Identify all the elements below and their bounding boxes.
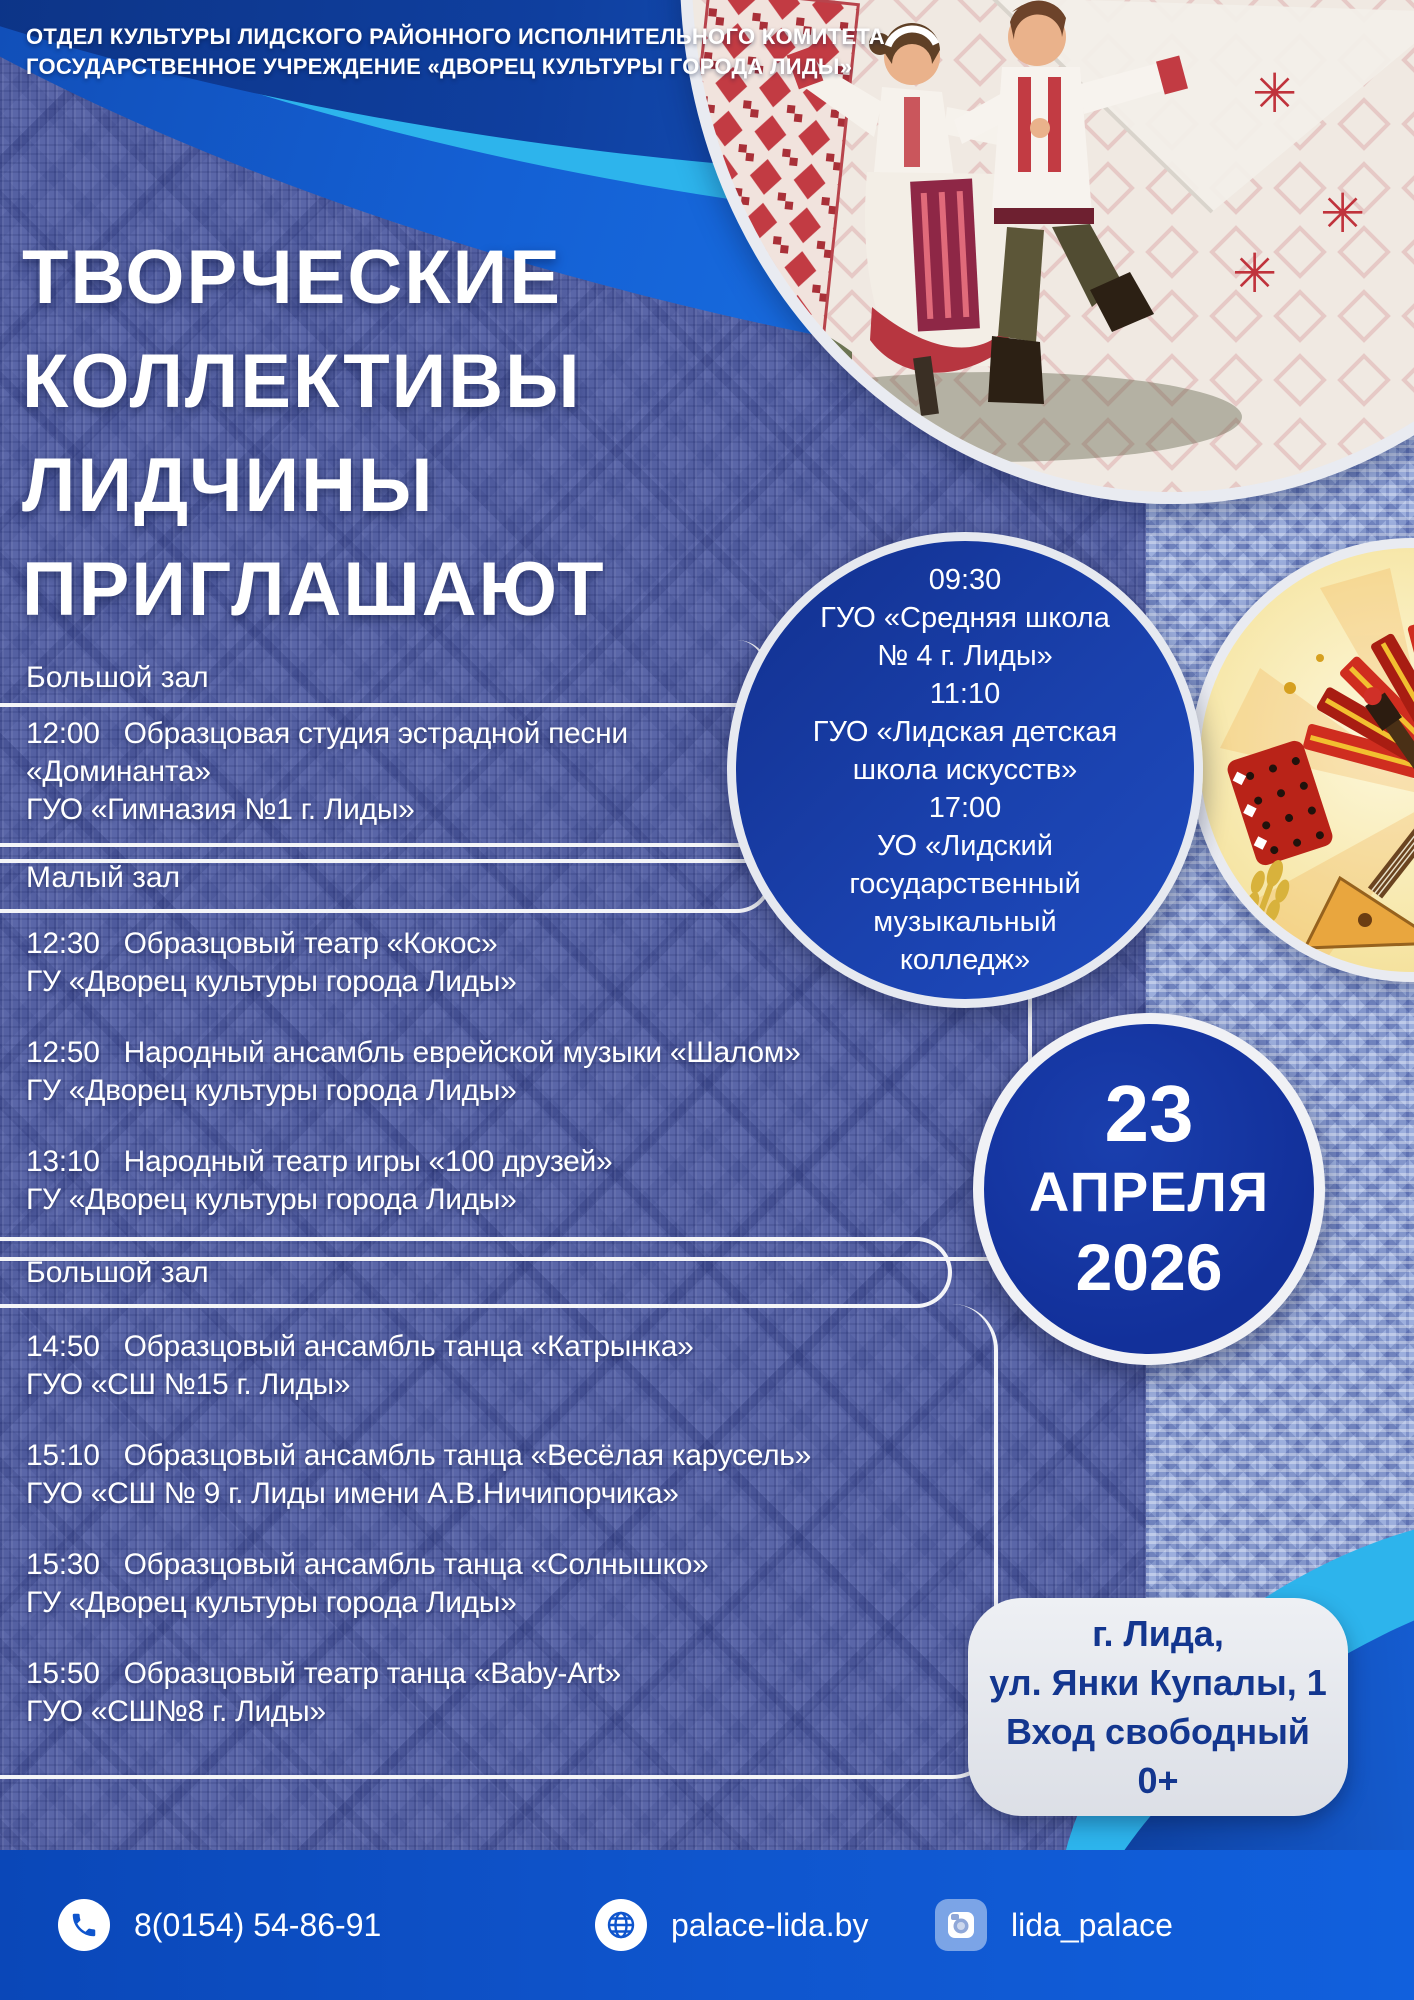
date-month: АПРЕЛЯ [1028, 1160, 1270, 1223]
event-time: 12:00 [26, 717, 100, 750]
event-time: 15:50 [26, 1657, 100, 1690]
school-circle-line: колледж» [899, 944, 1031, 976]
date-day: 23 [1104, 1069, 1194, 1158]
hall-header-bolshoy-2 [0, 1237, 952, 1308]
schools-schedule-circle [727, 532, 1203, 1008]
ornament-motif: ✳ [1252, 64, 1298, 124]
svg-text:✳: ✳ [1232, 244, 1278, 304]
event-row [26, 1328, 954, 1404]
event-time: 12:50 [26, 1036, 100, 1069]
date-year: 2026 [1075, 1230, 1223, 1304]
event-time: 13:10 [26, 1145, 100, 1178]
hall-label: Малый зал [26, 861, 181, 894]
title-line: КОЛЛЕКТИВЫ [22, 339, 582, 424]
event-org: ГУ «Дворец культуры города Лиды» [26, 1074, 517, 1107]
event-name: Образцовый театр танца «Baby-Art» [123, 1657, 621, 1690]
event-time: 14:50 [26, 1330, 100, 1363]
school-circle-line: школа искусств» [852, 754, 1078, 786]
org-header [26, 22, 885, 82]
school-circle-line: 17:00 [928, 792, 1002, 824]
hall-header-maly [0, 843, 772, 913]
folk-instruments-image [1190, 538, 1414, 982]
footer-phone[interactable] [58, 1899, 381, 1951]
footer-bar [0, 1850, 1414, 2000]
org-header-line: ОТДЕЛ КУЛЬТУРЫ ЛИДСКОГО РАЙОННОГО ИСПОЛНИТЕЛЬНОГО КОМИТЕТА [26, 24, 885, 49]
date-circle [973, 1013, 1325, 1365]
school-circle-line: 11:10 [929, 678, 1001, 710]
event-org: ГУО «СШ №15 г. Лиды» [26, 1368, 351, 1401]
schedule-panel-3 [0, 1304, 998, 1779]
footer-phone-label: 8(0154) 54-86-91 [134, 1906, 382, 1943]
school-circle-line: ГУО «Средняя школа [820, 602, 1110, 634]
event-row [26, 715, 768, 829]
venue-line: г. Лида, [1092, 1613, 1224, 1654]
venue-line: 0+ [1137, 1760, 1179, 1801]
footer-instagram-label: lida_palace [1011, 1906, 1173, 1943]
event-org: ГУ «Дворец культуры города Лиды» [26, 965, 517, 998]
footer-website-label: palace-lida.by [671, 1906, 869, 1943]
event-name: Образцовый ансамбль танца «Весёлая карусель» [123, 1439, 812, 1472]
hall-label: Большой зал [26, 1255, 209, 1289]
event-row [26, 1655, 954, 1731]
page-title [22, 226, 606, 642]
schedule-panel-1 [0, 699, 812, 863]
event-name: Народный театр игры «100 друзей» [123, 1145, 613, 1178]
hall-header-bolshoy-1 [0, 640, 770, 707]
event-row [26, 1034, 988, 1110]
hall-label: Большой зал [26, 661, 209, 694]
event-name: Народный ансамбль еврейской музыки «Шалом» [123, 1036, 801, 1069]
footer-website[interactable] [595, 1899, 868, 1951]
title-line: ПРИГЛАШАЮТ [22, 547, 606, 632]
event-row [26, 1546, 954, 1622]
school-circle-line: ГУО «Лидская детская [812, 716, 1118, 748]
event-org: ГУО «СШ№8 г. Лиды» [26, 1695, 326, 1728]
event-name: Образцовая студия эстрадной песни «Доминанта» [26, 717, 628, 788]
school-circle-line: № 4 г. Лиды» [877, 640, 1053, 672]
venue-line: Вход свободный [1006, 1711, 1310, 1752]
school-circle-line: государственный [849, 868, 1081, 900]
school-circle-line: УО «Лидский [877, 830, 1053, 862]
event-org: ГУО «Гимназия №1 г. Лиды» [26, 793, 415, 826]
event-time: 15:30 [26, 1548, 100, 1581]
title-line: ТВОРЧЕСКИЕ [22, 235, 562, 320]
globe-icon [595, 1899, 647, 1951]
event-name: Образцовый ансамбль танца «Катрынка» [123, 1330, 694, 1363]
event-time: 12:30 [26, 927, 100, 960]
footer-instagram[interactable] [935, 1899, 1173, 1951]
school-circle-line: музыкальный [873, 906, 1057, 938]
event-name: Образцовый театр «Кокос» [123, 927, 498, 960]
instagram-icon [935, 1899, 987, 1951]
org-header-line: ГОСУДАРСТВЕННОЕ УЧРЕЖДЕНИЕ «ДВОРЕЦ КУЛЬТУРЫ ГОРОДА ЛИДЫ» [26, 54, 853, 79]
title-line: ЛИДЧИНЫ [22, 443, 435, 528]
folk-instruments-illustration [1200, 548, 1414, 972]
event-org: ГУ «Дворец культуры города Лиды» [26, 1586, 517, 1619]
school-circle-line: 09:30 [928, 564, 1002, 596]
event-org: ГУО «СШ № 9 г. Лиды имени А.В.Ничипорчика» [26, 1477, 679, 1510]
venue-line: ул. Янки Купалы, 1 [989, 1662, 1327, 1703]
event-row [26, 1143, 988, 1219]
event-time: 15:10 [26, 1439, 100, 1472]
svg-text:✳: ✳ [1320, 184, 1366, 244]
event-row [26, 1437, 954, 1513]
phone-icon [58, 1899, 110, 1951]
event-org: ГУ «Дворец культуры города Лиды» [26, 1183, 517, 1216]
venue-box [968, 1598, 1348, 1816]
event-name: Образцовый ансамбль танца «Солнышко» [123, 1548, 709, 1581]
